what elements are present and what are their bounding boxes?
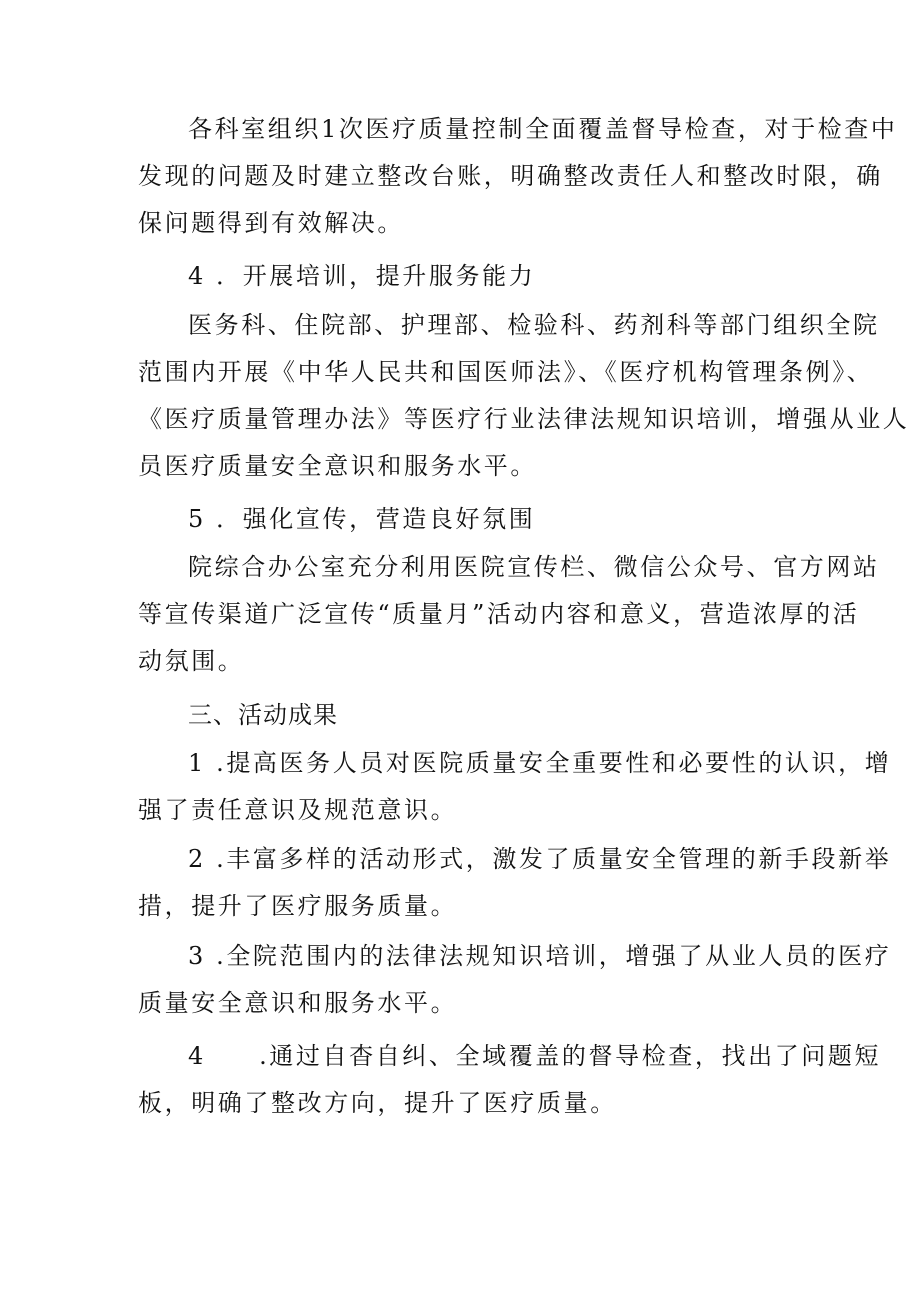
- text-line: 质量安全意识和服务水平。: [138, 989, 458, 1017]
- paragraph-inspection: [138, 106, 898, 247]
- text-line: 保问题得到有效解决。: [138, 209, 404, 237]
- text-line: 各科室组织1次医疗质量控制全面覆盖督导检查，对于检查中: [188, 115, 898, 143]
- text-line: 4 .通过自杳自纠、全域覆盖的督导检查，找出了问题短: [188, 1042, 882, 1070]
- subheading-training: [138, 253, 798, 300]
- text-line: 2 .丰富多样的活动形式，激发了质量安全管理的新手段新举: [188, 845, 892, 873]
- text-line: 动氛围。: [138, 647, 245, 675]
- text-line: 范围内开展《中华人民共和国医师法》、《医疗机构管理条例》、: [138, 358, 874, 386]
- paragraph-publicity: [138, 544, 880, 685]
- text-line: 措，提升了医疗服务质量。: [138, 892, 458, 920]
- text-line: 3 .全院范围内的法律法规知识培训，增强了从业人员的医疗: [188, 942, 892, 970]
- result-item-1: [138, 740, 892, 834]
- text-line: 4 ．开展培训，提升服务能力: [188, 262, 536, 290]
- text-line: 板，明确了整改方向，提升了医疗质量。: [138, 1089, 617, 1117]
- subheading-publicity: [138, 496, 798, 543]
- text-line: 三、活动成果: [188, 701, 338, 729]
- section-heading-results: [138, 692, 798, 739]
- result-item-3: [138, 933, 892, 1027]
- text-line: 医务科、住院部、护理部、检验科、药剂科等部门组织全院: [188, 311, 880, 339]
- text-line: 等宣传渠道广泛宣传“质量月”活动内容和意义，营造浓厚的活: [138, 600, 860, 628]
- text-line: 院综合办公室充分利用医院宣传栏、微信公众号、官方网站: [188, 553, 880, 581]
- text-line: 发现的问题及时建立整改台账，明确整改责任人和整改时限，确: [138, 162, 883, 190]
- result-item-4: [138, 1033, 882, 1127]
- text-line: 1 .提高医务人员对医院质量安全重要性和必要性的认识，增: [188, 749, 892, 777]
- text-line: 强了责任意识及规范意识。: [138, 796, 458, 824]
- paragraph-training: [138, 302, 910, 490]
- result-item-2: [138, 836, 892, 930]
- text-line: 5 ．强化宣传，营造良好氛围: [188, 505, 536, 533]
- text-line: 员医疗质量安全意识和服务水平。: [138, 452, 537, 480]
- text-line: 《医疗质量管理办法》等医疗行业法律法规知识培训，增强从业人: [138, 405, 910, 433]
